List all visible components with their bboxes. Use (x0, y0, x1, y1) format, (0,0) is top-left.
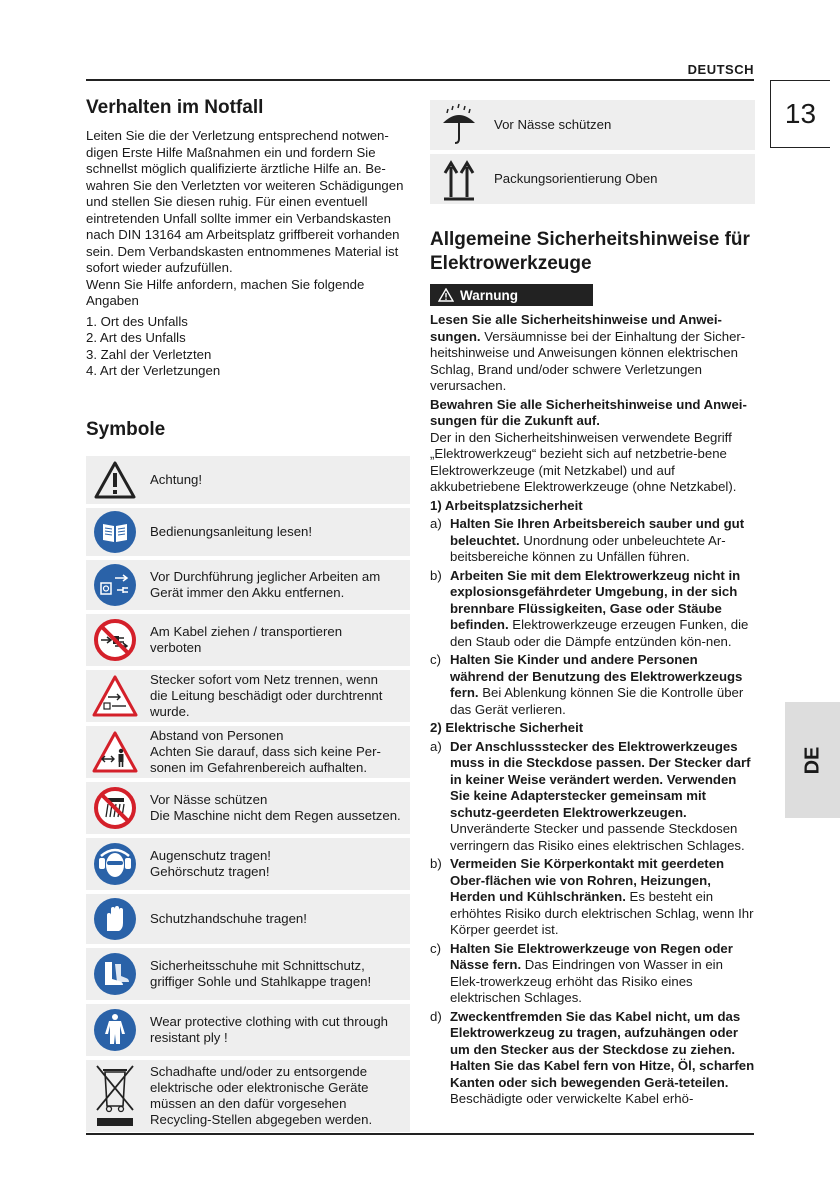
safety-title: Allgemeine Sicherheitshinweise für Elektrowerkzeuge (430, 229, 750, 274)
symbol-text: Sicherheitsschuhe mit Schnittschutz, griffiger Sohle und Stahlkappe tragen! (150, 957, 372, 989)
safety-paragraph-2: Bewahren Sie alle Sicherheitshinweise und Anwei-sungen für die Zukunft auf. (430, 396, 747, 428)
safety-paragraph-1: Lesen Sie alle Sicherheitshinweise und Anwei-sungen. Versäumnisse bei der Einhaltung der Sicher-heitshinweise und Anweisungen können elektrischen Schlag, Brand und/oder schwere Verletzungen verursachen. (430, 312, 746, 393)
symbol-text: Schadhafte und/oder zu entsorgende elektrische oder elektronische Geräte müssen an den dafür vorgesehen Recycling-Stellen abgegeben werden. (150, 1063, 373, 1127)
warning-badge (430, 284, 593, 306)
gloves-icon (86, 897, 144, 941)
safety-boots-icon (86, 952, 144, 996)
packaging-row (430, 100, 755, 150)
symbol-row (86, 948, 410, 1000)
list-item: c) Halten Sie Kinder und andere Personen während der Benutzung des Elektrowerkzeugs fern. Bei Ablenkung können Sie die Kontrolle über das Gerät verlieren. (430, 652, 744, 717)
symbol-row (86, 726, 410, 778)
manual-book-icon (86, 510, 144, 554)
symbol-text: Schutzhandschuhe tragen! (150, 910, 307, 926)
packaging-label: Vor Nässe schützen (494, 117, 612, 132)
keep-dry-umbrella-icon (430, 103, 488, 147)
symbol-text: Vor Durchführung jeglicher Arbeiten am Gerät immer den Akku entfernen. (150, 568, 381, 600)
no-rain-icon (86, 786, 144, 830)
packaging-row (430, 154, 755, 204)
warning-triangle-icon (438, 288, 454, 302)
list-item: 4. Art der Verletzungen (86, 363, 221, 378)
list-item: 2. Art des Unfalls (86, 330, 186, 345)
list-item: c) Halten Sie Elektrowerkzeuge von Regen oder Nässe fern. Das Eindringen von Wasser in ein Elek-trowerkzeug erhöht das Risiko eines elektrischen Schlages. (430, 940, 733, 1005)
keep-distance-icon (86, 731, 144, 773)
symbol-row (86, 782, 410, 834)
list-item: d) Zweckentfremden Sie das Kabel nicht, um das Elektrowerkzeug zu tragen, aufzuhängen oder um den Stecker aus der Steckdose zu ziehen. Halten Sie das Kabel fern von Hitze, Öl, scharfen Kanten oder sich bewegenden Gerä-teteilen. Beschädigte oder verwickelte Kabel erhö- (430, 1008, 755, 1106)
symbol-row (86, 614, 410, 666)
symbol-row (86, 1060, 410, 1132)
no-pull-cable-icon (86, 618, 144, 662)
symbol-row (86, 670, 410, 722)
list-item: 1. Ort des Unfalls (86, 313, 188, 329)
notfall-list (86, 314, 410, 380)
symbol-text: Augenschutz tragen! Gehörschutz tragen! (150, 847, 271, 879)
side-tab-label: DE (800, 746, 823, 774)
symbol-table (86, 456, 410, 1132)
symbol-row (86, 508, 410, 556)
eye-ear-protection-icon (86, 842, 144, 886)
list-item: a) Halten Sie Ihren Arbeitsbereich sauber und gut beleuchtet. Unordnung oder unbeleuchtete Ar-beitsbereiche können zu Unfällen führen. (430, 516, 745, 564)
right-column (430, 100, 755, 1108)
header-rule (86, 79, 754, 81)
list-item: 3. Zahl der Verletzten (86, 346, 212, 362)
left-column (86, 96, 410, 1136)
warning-label: Warnung (460, 287, 518, 303)
section-heading: 1) Arbeitsplatzsicherheit (430, 497, 583, 513)
page-number: 13 (770, 80, 830, 148)
packaging-label: Packungsorientierung Oben (494, 171, 658, 186)
symbol-row (86, 560, 410, 610)
symbol-text: Wear protective clothing with cut through resistant ply ! (150, 1013, 388, 1045)
symbol-text: Bedienungsanleitung lesen! (150, 523, 313, 539)
symbol-text: Achtung! (150, 471, 203, 487)
notfall-title: Verhalten im Notfall (86, 97, 264, 118)
protective-clothing-icon (86, 1008, 144, 1052)
list-item: b) Vermeiden Sie Körperkontakt mit geerdeten Ober-flächen wie von Rohren, Heizungen, Herden und Kühlschränken. Es besteht ein erhöhtes Risiko durch elektrischen Schlag, wenn Ihr Körper geerdet ist. (430, 856, 754, 937)
list-item: a) Der Anschlussstecker des Elektrowerkzeuges muss in die Steckdose passen. Der Stecker darf in keiner Weise verändert werden. Verwenden Sie keine Adapterstecker gemeinsam mit schutz-geerdeten Elektrowerkzeugen. Unveränderte Stecker und passende Steckdosen verringern das Risiko eines elektrischen Schlages. (430, 738, 751, 853)
header-language: DEUTSCH (687, 62, 754, 77)
remove-battery-icon (86, 563, 144, 607)
notfall-paragraph-2: Wenn Sie Hilfe anfordern, machen Sie folgende Angaben (86, 276, 365, 308)
unplug-warning-icon (86, 675, 144, 717)
notfall-paragraph: Leiten Sie die der Verletzung entsprechend notwen-digen Erste Hilfe Maßnahmen ein und fordern Sie schnellst möglich qualifizierte ärztliche Hilfe an. Be-wahren Sie den Verletzten vor weiteren Schädigungen und stellen Sie diesen ruhig. Für einen eventuell eintretenden Unfall sollte immer ein Verbandskasten nach DIN 13164 am Arbeitsplatz griffbereit vorhanden sein. Dem Verbandskasten entnommenes Material ist sofort wieder aufzufüllen. (86, 128, 404, 275)
list-item: b) Arbeiten Sie mit dem Elektrowerkzeug nicht in explosionsgefährdeter Umgebung, in der sich brennbare Flüssigkeiten, Gase oder Stäube befinden. Elektrowerkzeuge erzeugen Funken, die den Staub oder die Dämpfe entzünden kön-nen. (430, 567, 749, 649)
symbol-row (86, 838, 410, 890)
safety-paragraph-3: Der in den Sicherheitshinweisen verwendete Begriff „Elektrowerkzeug“ bezieht sich auf netzbetrie-bene Elektrowerkzeuge (mit Netzkabel) und auf akkubetriebene Elektrowerkzeuge (ohne Netzkabel). (430, 429, 737, 494)
symbole-title: Symbole (86, 418, 166, 440)
language-side-tab (785, 702, 840, 818)
symbol-text: Am Kabel ziehen / transportieren verboten (150, 623, 343, 655)
symbol-text: Vor Nässe schützen Die Maschine nicht dem Regen aussetzen. (150, 791, 401, 823)
this-way-up-icon (430, 157, 488, 201)
symbol-row (86, 894, 410, 944)
section-heading: 2) Elektrische Sicherheit (430, 720, 584, 735)
warning-triangle-icon (86, 461, 144, 499)
weee-bin-icon (86, 1062, 144, 1130)
symbol-text: Abstand von Personen Achten Sie darauf, dass sich keine Per- sonen im Gefahrenbereich aufhalten. (150, 727, 381, 775)
symbol-row (86, 456, 410, 504)
symbol-row (86, 1004, 410, 1056)
symbol-text: Stecker sofort vom Netz trennen, wenn die Leitung beschädigt oder durchtrennt wurde. (150, 671, 383, 719)
